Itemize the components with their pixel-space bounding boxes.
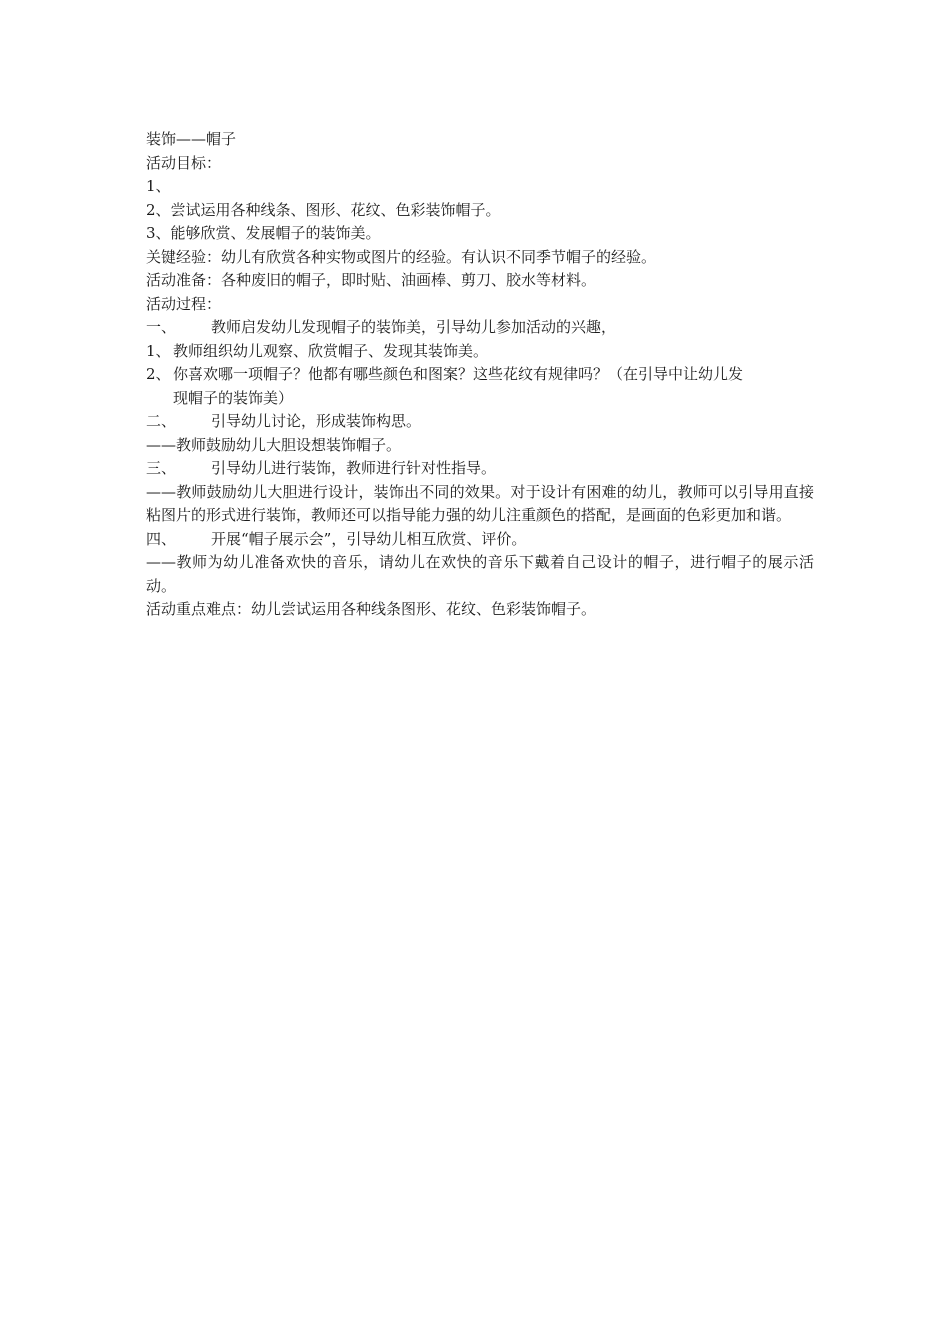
step-2-marker: 二、 (146, 412, 177, 430)
step-4-marker: 四、 (146, 529, 177, 548)
step-3-detail: ——教师鼓励幼儿大胆进行设计，装饰出不同的效果。对于设计有困难的幼儿，教师可以引导用直接粘图片的形式进行装饰，教师还可以指导能力强的幼儿注重颜色的搭配，是画面的色彩更加和谐。 (146, 482, 814, 524)
step-3-marker: 三、 (146, 459, 177, 477)
goals-heading: 活动目标： (146, 153, 222, 172)
goal-1: 1、 (146, 177, 171, 195)
preparation: 活动准备：各种废旧的帽子，即时贴、油画棒、剪刀、胶水等材料。 (146, 271, 597, 289)
step-2 (146, 410, 814, 434)
step-1 (146, 316, 814, 340)
goal-3: 3、能够欣赏、发展帽子的装饰美。 (146, 224, 381, 242)
document-title: 装饰——帽子 (146, 130, 237, 148)
step-1-marker: 一、 (146, 318, 177, 336)
step-2-detail: ——教师鼓励幼儿大胆设想装饰帽子。 (146, 435, 402, 454)
step-1-sub-2-marker: 2、 (146, 365, 171, 383)
step-3-text: 引导幼儿进行装饰，教师进行针对性指导。 (211, 459, 497, 477)
step-1-sub-1-text: 教师组织幼儿观察、欣赏帽子、发现其装饰美。 (173, 341, 489, 360)
step-3 (146, 457, 814, 481)
step-1-text: 教师启发幼儿发现帽子的装饰美，引导幼儿参加活动的兴趣， (211, 318, 617, 336)
step-1-sub-1-marker: 1、 (146, 341, 171, 360)
step-4-detail: ——教师为幼儿准备欢快的音乐，请幼儿在欢快的音乐下戴着自己设计的帽子，进行帽子的展示活动。 (146, 553, 814, 595)
key-difficulty: 活动重点难点：幼儿尝试运用各种线条图形、花纹、色彩装饰帽子。 (146, 600, 597, 618)
step-2-text: 引导幼儿讨论，形成装饰构思。 (211, 412, 422, 430)
step-1-sub-2-text-line-1: 你喜欢哪一项帽子？他都有哪些颜色和图案？这些花纹有规律吗？（在引导中让幼儿发 (173, 365, 744, 383)
step-1-sub-2 (146, 363, 814, 387)
step-1-sub-1 (146, 340, 814, 364)
step-4 (146, 528, 814, 552)
step-1-sub-2-text-line-2: 现帽子的装饰美） (173, 388, 294, 407)
document-page (146, 128, 814, 622)
goal-2: 2、尝试运用各种线条、图形、花纹、色彩装饰帽子。 (146, 200, 501, 219)
key-experience: 关键经验：幼儿有欣赏各种实物或图片的经验。有认识不同季节帽子的经验。 (146, 247, 657, 266)
process-heading: 活动过程： (146, 294, 222, 313)
step-4-text: 开展“帽子展示会”，引导幼儿相互欣赏、评价。 (211, 529, 527, 548)
